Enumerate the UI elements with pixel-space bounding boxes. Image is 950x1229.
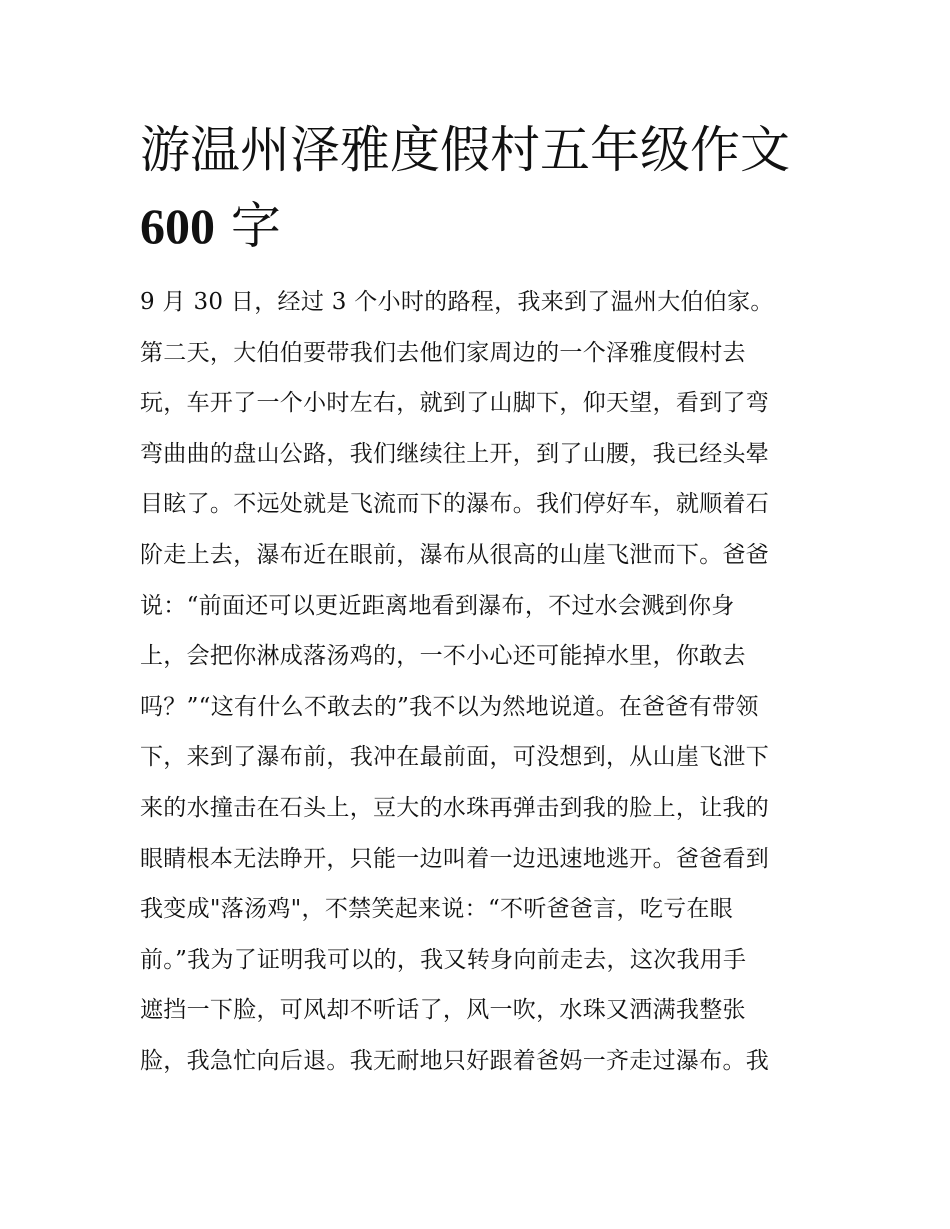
essay-line: 第二天，大伯伯要带我们去他们家周边的一个泽雅度假村去 — [140, 339, 746, 366]
essay-line: 遮挡一下脸，可风却不听话了，风一吹，水珠又洒满我整张 — [140, 997, 746, 1024]
essay-line: 玩，车开了一个小时左右，就到了山脚下，仰天望，看到了弯 — [140, 390, 770, 417]
essay-line: 我变成"落汤鸡"，不禁笑起来说：“不听爸爸言，吃亏在眼 — [140, 896, 734, 923]
title-suffix: 字 — [215, 197, 281, 255]
essay-line: 说：“前面还可以更近距离地看到瀑布，不过水会溅到你身 — [140, 592, 735, 619]
page-title — [140, 112, 820, 264]
essay-body — [140, 277, 820, 1087]
essay-line: 脸，我急忙向后退。我无耐地只好跟着爸妈一齐走过瀑布。我 — [140, 1047, 770, 1074]
essay-line: 吗？”“这有什么不敢去的”我不以为然地说道。在爸爸有带领 — [140, 693, 759, 720]
essay-line: 前。”我为了证明我可以的，我又转身向前走去，这次我用手 — [140, 946, 747, 973]
essay-line: 眼睛根本无法睁开，只能一边叫着一边迅速地逃开。爸爸看到 — [140, 845, 770, 872]
essay-line: 阶走上去，瀑布近在眼前，瀑布从很高的山崖飞泄而下。爸爸 — [140, 541, 770, 568]
essay-line: 9 月 30 日，经过 3 个小时的路程，我来到了温州大伯伯家。 — [140, 289, 774, 315]
essay-line: 目眩了。不远处就是飞流而下的瀑布。我们停好车，就顺着石 — [140, 491, 770, 518]
title-number: 600 — [140, 198, 215, 254]
title-text: 游温州泽雅度假村五年级作文 — [140, 121, 790, 179]
essay-line: 来的水撞击在石头上，豆大的水珠再弹击到我的脸上，让我的 — [140, 794, 770, 821]
essay-line: 上，会把你淋成落汤鸡的，一不小心还可能掉水里，你敢去 — [140, 643, 746, 670]
essay-line: 弯曲曲的盘山公路，我们继续往上开，到了山腰，我已经头晕 — [140, 440, 770, 467]
essay-line: 下，来到了瀑布前，我冲在最前面，可没想到，从山崖飞泄下 — [140, 744, 770, 771]
